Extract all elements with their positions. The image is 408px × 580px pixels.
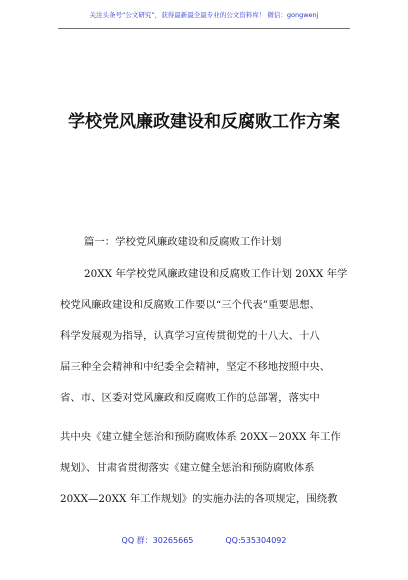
header-divider	[58, 28, 350, 29]
body-line-3: 科学发展观为指导，认真学习宣传贯彻党的十八大、十八	[60, 330, 320, 342]
document-title: 学校党风廉政建设和反腐败工作方案	[68, 112, 340, 132]
header-notice: 关注头条号“公文研究”，获得最新最全最专业的公文资料库！ 微信：gongwenj	[89, 11, 319, 19]
qq-number-text: QQ:535304092	[225, 536, 287, 545]
body-line-4: 届三种全会精神和中纪委全会精神，坚定不移地按照中央、	[60, 361, 331, 373]
body-line-7: 规划》、甘肃省贯彻落实《建立健全惩治和预防腐败体系	[60, 462, 315, 474]
body-line-6: 共中央《建立健全惩治和预防腐败体系 20XX－20XX 年工作	[60, 431, 341, 443]
body-line-2: 校党风廉政建设和反腐败工作要以“三个代表”重要思想、	[60, 299, 320, 311]
section-heading: 篇一：学校党风廉政建设和反腐败工作计划	[84, 236, 282, 248]
body-line-8: 20XX—20XX 年工作规划》的实施办法的各项规定，围绕教	[60, 493, 338, 505]
footer-contact	[0, 535, 408, 546]
qq-group-text: QQ 群：30265665	[121, 536, 194, 545]
body-line-5: 省、市、区委对党风廉政和反腐败工作的总部署，落实中	[60, 392, 320, 404]
body-line-1: 20XX 年学校党风廉政建设和反腐败工作计划 20XX 年学	[84, 268, 348, 280]
